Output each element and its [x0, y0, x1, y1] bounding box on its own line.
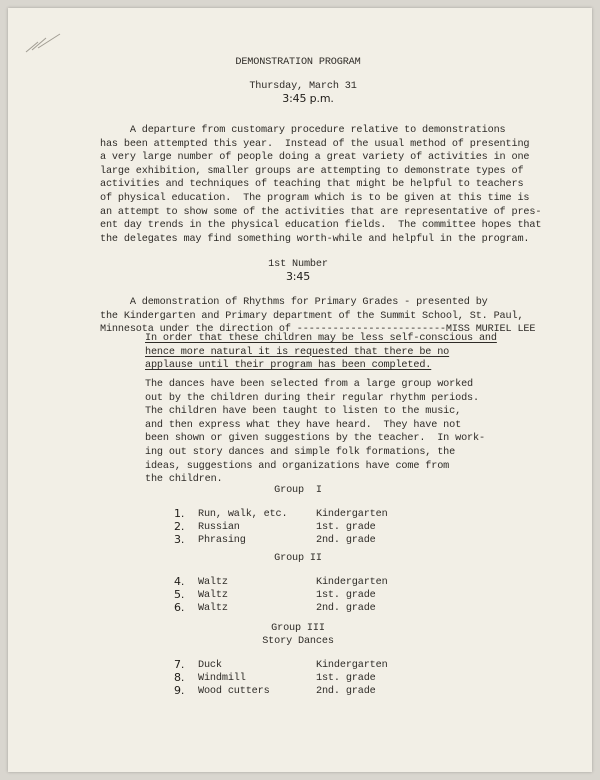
- intro-line: ent day trends in the physical education fields. The committee hopes that: [100, 220, 542, 232]
- item-number: 7.: [174, 658, 185, 671]
- item-number: 8.: [174, 671, 185, 684]
- first-number-heading: 1st Number: [268, 259, 328, 270]
- dances-line: The dances have been selected from a large group worked: [145, 379, 473, 390]
- item-number: 2.: [174, 520, 185, 533]
- demo-line: A demonstration of Rhythms for Primary Grades - presented by: [100, 297, 488, 308]
- group-subtitle: Story Dances: [262, 636, 334, 647]
- intro-line: the delegates may find something worth-while and helpful in the program.: [100, 233, 530, 245]
- intro-line: of physical education. The program which is to be given at this time is: [100, 193, 530, 204]
- grade-label: 1st. grade: [316, 522, 376, 533]
- dances-line: been shown or given suggestions by the teacher. In work-: [145, 433, 485, 445]
- grade-label: Kindergarten: [316, 660, 388, 671]
- notice-line: applause until their program has been completed.: [145, 360, 432, 372]
- group-title: Group I: [274, 485, 322, 496]
- document-date: Thursday, March 31: [249, 81, 357, 92]
- grade-label: 1st. grade: [316, 673, 376, 684]
- grade-label: 2nd. grade: [316, 686, 376, 697]
- notice-line: hence more natural it is requested that there be no: [145, 346, 450, 358]
- document-title: DEMONSTRATION PROGRAM: [235, 57, 361, 68]
- grade-label: 2nd. grade: [316, 603, 376, 614]
- dances-line: The children have been taught to listen to the music,: [145, 406, 462, 418]
- intro-line: A departure from customary procedure relative to demonstrations: [100, 125, 506, 136]
- intro-line: large exhibition, smaller groups are attempting to demonstrate types of: [100, 165, 524, 177]
- first-number-time: 3:45: [285, 270, 311, 283]
- group-title: Group III: [271, 623, 325, 634]
- dances-line: ing out story dances and simple folk formations, the: [145, 447, 456, 458]
- item-number: 4.: [174, 575, 185, 588]
- demo-line: the Kindergarten and Primary department of the Summit School, St. Paul,: [100, 310, 524, 322]
- grade-label: 1st. grade: [316, 590, 376, 601]
- dance-name: Waltz: [198, 577, 228, 588]
- document-page: [8, 8, 592, 772]
- dances-line: the children.: [145, 474, 223, 486]
- dances-line: and then express what they have heard. They have not: [145, 419, 462, 431]
- item-number: 9.: [174, 684, 185, 697]
- grade-label: Kindergarten: [316, 509, 388, 520]
- dance-name: Waltz: [198, 603, 228, 614]
- dance-name: Wood cutters: [198, 686, 270, 697]
- intro-line: a very large number of people doing a great variety of activities in one: [100, 152, 530, 164]
- dance-name: Phrasing: [198, 535, 246, 546]
- item-number: 3.: [174, 533, 185, 546]
- item-number: 6.: [174, 601, 185, 614]
- grade-label: 2nd. grade: [316, 535, 376, 546]
- grade-label: Kindergarten: [316, 577, 388, 588]
- item-number: 1.: [174, 507, 185, 520]
- document-time: 3:45 p.m.: [282, 92, 334, 105]
- dances-line: ideas, suggestions and organizations have come from: [145, 460, 450, 472]
- pencil-mark: [24, 30, 64, 56]
- dance-name: Waltz: [198, 590, 228, 601]
- dances-line: out by the children during their regular rhythm periods.: [145, 392, 479, 404]
- intro-line: activities and techniques of teaching that might be helpful to teachers: [100, 179, 524, 191]
- notice-line: In order that these children may be less self-conscious and: [145, 333, 497, 344]
- intro-line: has been attempted this year. Instead of the usual method of presenting: [100, 138, 530, 150]
- dance-name: Duck: [198, 660, 222, 671]
- intro-line: an attempt to show some of the activities that are representative of pres-: [100, 206, 542, 218]
- dance-name: Russian: [198, 522, 240, 533]
- item-number: 5.: [174, 588, 185, 601]
- dance-name: Windmill: [198, 673, 246, 684]
- group-title: Group II: [274, 553, 322, 564]
- dance-name: Run, walk, etc.: [198, 509, 288, 520]
- demo-line: Minnesota under the direction of -------------------------MISS MURIEL LEE: [100, 324, 536, 336]
